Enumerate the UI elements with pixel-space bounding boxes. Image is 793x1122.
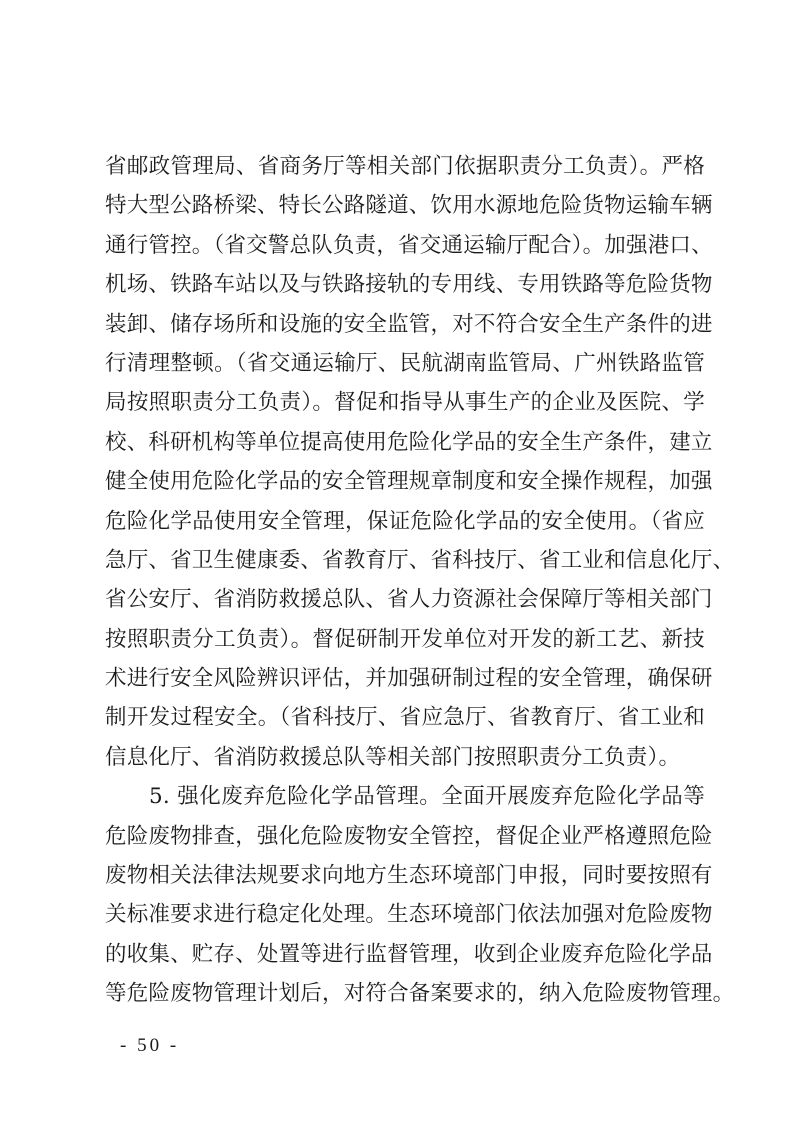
text-line: 术进行安全风险辨识评估，并加强研制过程的安全管理，确保研 (105, 666, 713, 692)
text-line: 校、科研机构等单位提高使用危险化学品的安全生产条件，建立 (105, 429, 713, 455)
text-line: 通行管控。（省交警总队负责，省交通运输厅配合）。加强港口、 (105, 232, 713, 258)
text-line: 的收集、贮存、处置等进行监督管理，收到企业废弃危险化学品 (105, 941, 713, 967)
section-heading-line: 5. 强化废弃危险化学品管理。全面开展废弃危险化学品等 (149, 784, 705, 810)
text-line: 急厅、省卫生健康委、省教育厅、省科技厅、省工业和信息化厅、 (105, 547, 735, 573)
text-line: 危险废物排查，强化危险废物安全管控，督促企业严格遵照危险 (105, 823, 713, 849)
text-line: 制开发过程安全。（省科技厅、省应急厅、省教育厅、省工业和 (105, 705, 705, 731)
text-line: 装卸、储存场所和设施的安全监管，对不符合安全生产条件的进 (105, 311, 713, 337)
text-line: 健全使用危险化学品的安全管理规章制度和安全操作规程，加强 (105, 469, 713, 495)
body-text (105, 147, 735, 1014)
text-line: 局按照职责分工负责）。督促和指导从事生产的企业及医院、学 (105, 390, 705, 416)
page-number: - 50 - (120, 1035, 180, 1056)
text-line: 危险化学品使用安全管理，保证危险化学品的安全使用。（省应 (105, 508, 705, 534)
text-line: 省邮政管理局、省商务厅等相关部门依据职责分工负责）。严格 (105, 154, 705, 179)
text-line-paragraph-end: 信息化厅、省消防救援总队等相关部门按照职责分工负责）。 (105, 744, 681, 770)
text-line: 机场、铁路车站以及与铁路接轨的专用线、专用铁路等危险货物 (105, 272, 713, 298)
text-line: 省公安厅、省消防救援总队、省人力资源社会保障厅等相关部门 (105, 587, 713, 613)
text-line-paragraph-end: 等危险废物管理计划后，对符合备案要求的，纳入危险废物管理。 (105, 981, 735, 1007)
text-line: 关标准要求进行稳定化处理。生态环境部门依法加强对危险废物 (105, 902, 713, 928)
text-line: 特大型公路桥梁、特长公路隧道、饮用水源地危险货物运输车辆 (105, 193, 713, 219)
text-line: 行清理整顿。（省交通运输厅、民航湖南监管局、广州铁路监管 (105, 350, 705, 376)
text-line: 按照职责分工负责）。督促研制开发单位对开发的新工艺、新技 (105, 626, 705, 652)
text-line: 废物相关法律法规要求向地方生态环境部门申报，同时要按照有 (105, 863, 713, 889)
